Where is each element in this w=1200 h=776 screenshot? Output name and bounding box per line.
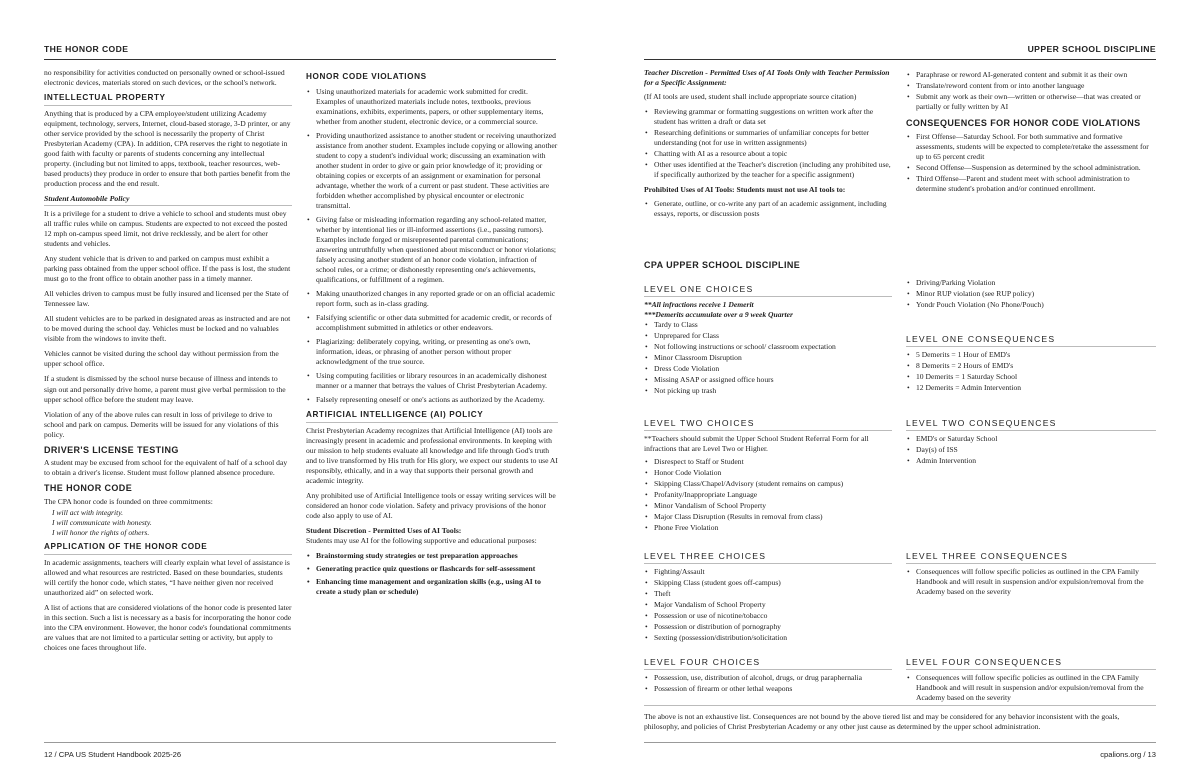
left-footer: 12 / CPA US Student Handbook 2025-26 (44, 750, 182, 759)
l2-heading: LEVEL TWO CHOICES (644, 418, 892, 431)
list-item: • Major Class Disruption (Results in removal from class) (644, 512, 892, 522)
app-paragraph-2: A list of actions that are considered violations of the honor code is presented later in this section. Such a list is necessary as a basis for incorporating the honor code into the CPA environment. However, the honor code's foundational commitments are values that are not limited to a particular setting or activity, but apply to choices one faces throughout life. (44, 603, 292, 653)
list-item: • Using unauthorized materials for academic work submitted for credit. Examples of unauthorized materials include notes, textbooks, previous examinations, exhibits, experiments, papers, or other supplementary items, whether from another student, electronic device, or a commercial source. (306, 87, 558, 127)
l3c-heading: LEVEL THREE CONSEQUENCES (906, 551, 1156, 564)
list-item: • Dress Code Violation (644, 364, 892, 374)
list-item: • Minor RUP violation (see RUP policy) (906, 289, 1156, 299)
list-item: • Third Offense—Parent and student meet with school administration to determine student's probation and/or continued enrollment. (906, 174, 1156, 194)
level-three-consequences (906, 547, 1156, 651)
dl-heading: DRIVER'S LICENSE TESTING (44, 444, 179, 455)
list-item: • Generate, outline, or co-write any part of an academic assignment, including essays, reports, or discussion posts (644, 199, 892, 219)
list-item: • Not following instructions or school/ classroom expectation (644, 342, 892, 352)
list-item: • Enhancing time management and organization skills (e.g., using AI to create a study plan or schedule) (306, 577, 558, 597)
right-column-1 (644, 68, 892, 248)
list-item: • Using computing facilities or library resources in an academically dishonest manner or a manner that betrays the values of Christ Presbyterian Academy. (306, 371, 558, 391)
cons-list (906, 132, 1156, 194)
violations-heading: HONOR CODE VIOLATIONS (306, 72, 427, 81)
list-item: • Fighting/Assault (644, 567, 892, 577)
right-header-rule (644, 59, 1156, 60)
list-item: • Disrespect to Staff or Student (644, 457, 892, 467)
sd-paragraph: Students may use AI for the following supportive and educational purposes: (306, 536, 537, 546)
level-one-choices (644, 280, 892, 410)
list-item: • Translate/reword content from or into another language (906, 81, 1156, 91)
hc-intro: The CPA honor code is founded on three commitments: (44, 497, 213, 507)
list-item: • Chatting with AI as a resource about a topic (644, 149, 892, 159)
list-item: • Skipping Class/Chapel/Advisory (student remains on campus) (644, 479, 892, 489)
l1c-heading: LEVEL ONE CONSEQUENCES (906, 334, 1156, 347)
auto-paragraph-4: All student vehicles are to be parked in designated areas as instructed and are not to be moved during the school day. Vehicles must be locked and no valuables visible from the windows to invite theft. (44, 314, 291, 344)
list-item: • 12 Demerits = Admin Intervention (906, 383, 1156, 393)
list-item: • First Offense—Saturday School. For both summative and formative assessments, students will be expected to complete/retake the assessment for up to 65 percent credit (906, 132, 1156, 162)
sd-heading: Student Discretion - Permitted Uses of AI Tools: (306, 526, 462, 536)
left-footer-rule (44, 742, 556, 743)
closing-note-wrap (644, 705, 1156, 739)
list-item: • Giving false or misleading information regarding any school-related matter, whether by intentional lies or ill-informed assertions (i.e., passing rumors). Examples include forged or misrepresented parental communications; answering untruthfully when questioned about misconduct or honor violations; falsely accusing another student of an honor code violation, infraction of school rules, or a crime; or dishonestly representing one's achievements, qualifications, or fulfillment of a regimen. (306, 215, 558, 285)
ai-paragraph-1: Christ Presbyterian Academy recognizes that Artificial Intelligence (AI) tools are increasingly present in academic and professional environments. In keeping with our mission to help students evaluate all knowledge and life through God's truth and to live transformed by His truth for His glory, we expect our students to use AI responsibly, ethically, and in a way that supports their personal growth and academic integrity. (306, 426, 558, 486)
l1-note-2: ***Demerits accumulate over a 9 week Quarter (644, 310, 793, 320)
level-four-choices (644, 653, 892, 703)
td-note: (If AI tools are used, student shall include appropriate source citation) (644, 92, 857, 102)
right-column-2 (906, 68, 1156, 248)
list-item: • 8 Demerits = 2 Hours of EMD's (906, 361, 1156, 371)
auto-paragraph-2: Any student vehicle that is driven to and parked on campus must exhibit a parking pass obtained from the upper school office. If the pass is lost, the student must go to the front office to obtain another pass in a timely manner. (44, 254, 291, 284)
hc-commitment-3: I will honor the rights of others. (52, 528, 150, 538)
list-item: • Consequences will follow specific policies as outlined in the CPA Family Handbook and will result in suspension and/or expulsion/removal from the Academy based on the severity (906, 567, 1156, 597)
list-item: • Generating practice quiz questions or flashcards for self-assessment (306, 564, 558, 574)
list-item: • Tardy to Class (644, 320, 892, 330)
dl-paragraph: A student may be excused from school for the equivalent of half of a school day to obtain a driver's license. Student must follow planned absence procedure. (44, 458, 288, 478)
list-item: • Missing ASAP or assigned office hours (644, 375, 892, 385)
l2c-list (906, 434, 1156, 466)
auto-paragraph-7: Violation of any of the above rules can result in loss of privilege to drive to school and park on campus. Demerits will be issued for any violations of this policy. (44, 409, 279, 439)
list-item: • Skipping Class (student goes off-campus) (644, 578, 892, 588)
l4c-list (906, 673, 1156, 703)
l3-list (644, 567, 892, 643)
list-item: • Falsifying scientific or other data submitted for academic credit, or records of accomplishment submitted in athletics or other endeavors. (306, 313, 558, 333)
list-item: • Researching definitions or summaries of unfamiliar concepts for better understanding (not for use in written assignments) (644, 128, 892, 148)
list-item: • 10 Demerits = 1 Saturday School (906, 372, 1156, 382)
violations-list (306, 87, 558, 405)
pu-list (644, 199, 892, 219)
hc-heading: THE HONOR CODE (44, 483, 133, 494)
footer-url[interactable]: cpalions.org (1100, 750, 1142, 759)
app-paragraph-1: In academic assignments, teachers will clearly explain what level of assistance is allowed and what resources are restricted. Based on these boundaries, students will certify the honor code, which states, “I have neither given nor received unauthorized aid” on selected work. (44, 558, 290, 598)
list-item: • Not picking up trash (644, 386, 892, 396)
td-heading: Teacher Discretion - Permitted Uses of AI Tools Only with Teacher Permission for a Specific Assignment: (644, 68, 890, 88)
left-column-1 (44, 68, 292, 740)
l3-heading: LEVEL THREE CHOICES (644, 551, 892, 564)
level-two-consequences (906, 414, 1156, 544)
l1c-list (906, 350, 1156, 393)
list-item: • Driving/Parking Violation (906, 278, 1156, 288)
auto-paragraph-6: If a student is dismissed by the school nurse because of illness and intends to sign out and personally drive home, a parent must give verbal permission to the upper school office before the student may leave. (44, 374, 286, 404)
intro-paragraph: no responsibility for activities conducted on personally owned or school-issued electronic devices, materials stored on such devices, or the school's network. (44, 68, 285, 88)
ip-heading: INTELLECTUAL PROPERTY (44, 93, 292, 106)
closing-note: The above is not an exhaustive list. Consequences are not bound by the above tiered list and may be considered for any behavior inconsistent with the goals, philosophy, and policies of Christ Presbyterian Academy or any other just cause as determined by the upper school administration. (644, 712, 1120, 732)
auto-heading: Student Automobile Policy (44, 194, 292, 206)
list-item: • Sexting (possession/distribution/solicitation (644, 633, 892, 643)
list-item: • Possession or use of nicotine/tobacco (644, 611, 892, 621)
hc-commitment-2: I will communicate with honesty. (52, 518, 152, 528)
list-item: • Admin Intervention (906, 456, 1156, 466)
sd-list (306, 551, 558, 597)
list-item: • Major Vandalism of School Property (644, 600, 892, 610)
hc-commitment-1: I will act with integrity. (52, 508, 124, 518)
right-footer-rule (644, 742, 1156, 743)
list-item: • Minor Classroom Disruption (644, 353, 892, 363)
list-item: • Yondr Pouch Violation (No Phone/Pouch) (906, 300, 1156, 310)
l2-note: **Teachers should submit the Upper School Student Referral Form for all infractions that are Level Two or Higher. (644, 434, 869, 454)
level-three-choices (644, 547, 892, 651)
l4c-heading: LEVEL FOUR CONSEQUENCES (906, 657, 1156, 670)
right-footer (1100, 750, 1156, 760)
list-item: • Phone Free Violation (644, 523, 892, 533)
l1-list (644, 320, 892, 396)
list-item: • Possession of firearm or other lethal weapons (644, 684, 892, 694)
l2-list (644, 457, 892, 533)
list-item: • Submit any work as their own—written or otherwise—that was created or partially or fully written by AI (906, 92, 1156, 112)
l4-list (644, 673, 892, 694)
list-item: • EMD's or Saturday School (906, 434, 1156, 444)
l2c-heading: LEVEL TWO CONSEQUENCES (906, 418, 1156, 431)
discipline-heading: CPA UPPER SCHOOL DISCIPLINE (644, 260, 801, 270)
list-item: • Brainstorming study strategies or test preparation approaches (306, 551, 558, 561)
left-running-header: THE HONOR CODE (44, 44, 129, 54)
discipline-heading-wrap (644, 260, 1156, 274)
pu-heading: Prohibited Uses of AI Tools: Students must not use AI tools to: (644, 185, 846, 195)
list-item: • Possession, use, distribution of alcohol, drugs, or drug paraphernalia (644, 673, 892, 683)
list-item: • Providing unauthorized assistance to another student or receiving unauthorized assistance from another student. Examples include copying or allowing another student to copy a student's individual work; discussing an examination with another student in order to give or gain prior knowledge of it; providing or obtaining copies or excerpts of an assignment or examination for personal advantage, whether the work of a current or past student. These activities are forbidden whether accomplished by physical encounter or electronic transmittal. (306, 131, 558, 211)
list-item: • Day(s) of ISS (906, 445, 1156, 455)
td-list (644, 107, 892, 180)
level-four-consequences (906, 653, 1156, 703)
ai-paragraph-2: Any prohibited use of Artificial Intelligence tools or essay writing services will be considered an honor code violation. Safety and privacy provisions of the honor code also apply to use of AI. (306, 491, 556, 521)
l1-note-1: **All infractions receive 1 Demerit (644, 300, 754, 310)
list-item: • Making unauthorized changes in any reported grade or on an official academic report form, such as in-class grading. (306, 289, 558, 309)
page-number: / 13 (1143, 750, 1156, 759)
list-item: • Profanity/Inappropriate Language (644, 490, 892, 500)
list-item: • Reviewing grammar or formatting suggestions on written work after the student has written a draft or data set (644, 107, 892, 127)
list-item: • Falsely representing oneself or one's actions as authorized by the Academy. (306, 395, 558, 405)
cons-heading: CONSEQUENCES FOR HONOR CODE VIOLATIONS (906, 118, 1141, 129)
list-item: • Plagiarizing: deliberately copying, writing, or presenting as one's own, information, ideas, or phrasing of another person without proper acknowledgment of the true source. (306, 337, 558, 367)
l4-heading: LEVEL FOUR CHOICES (644, 657, 892, 670)
auto-paragraph-1: It is a privilege for a student to drive a vehicle to school and students must obey all traffic rules while on campus. Students are expected to not exceed the posted 12 mph on-campus speed limit, not drive recklessly, and be alert for other students and vehicles. (44, 209, 288, 249)
list-item: • Honor Code Violation (644, 468, 892, 478)
auto-paragraph-5: Vehicles cannot be visited during the school day without permission from the upper school office. (44, 349, 279, 369)
list-item: • Possession or distribution of pornography (644, 622, 892, 632)
pu-list-continued (906, 70, 1156, 112)
l3c-list (906, 567, 1156, 597)
right-running-header: UPPER SCHOOL DISCIPLINE (1027, 44, 1156, 54)
list-item: • Theft (644, 589, 892, 599)
list-item: • Paraphrase or reword AI-generated content and submit it as their own (906, 70, 1156, 80)
list-item: • Second Offense—Suspension as determined by the school administration. (906, 163, 1156, 173)
list-item: • Consequences will follow specific policies as outlined in the CPA Family Handbook and will result in suspension and/or expulsion/removal from the Academy based on the severity (906, 673, 1156, 703)
list-item: • 5 Demerits = 1 Hour of EMD's (906, 350, 1156, 360)
left-header-rule (44, 59, 556, 60)
left-column-2 (306, 68, 558, 740)
list-item: • Other uses identified at the Teacher's discretion (including any prohibited use, if specifically authorized by the teacher for a specific assignment) (644, 160, 892, 180)
l1-list-continued (906, 278, 1156, 310)
level-one-right (906, 276, 1156, 410)
ip-paragraph: Anything that is produced by a CPA employee/student utilizing Academy equipment, technology, servers, Internet, cloud-based storage, 3-D printer, or any other service provided by the school is necessarily the property of Christ Presbyterian Academy (CPA). In addition, CPA reserves the right to negotiate in good faith with faculty or parents of students concerning any intellectual property. (including but not limited to apps, textbook, teacher resources, web-based products) they produce in order to ensure that both parties benefit from the production process and the end result. (44, 108, 291, 188)
auto-paragraph-3: All vehicles driven to campus must be fully insured and licensed per the State of Tennessee law. (44, 289, 289, 309)
list-item: • Minor Vandalism of School Property (644, 501, 892, 511)
l1-heading: LEVEL ONE CHOICES (644, 284, 892, 297)
level-two-choices (644, 414, 892, 544)
list-item: • Unprepared for Class (644, 331, 892, 341)
ai-heading: ARTIFICIAL INTELLIGENCE (AI) POLICY (306, 410, 558, 423)
app-heading: APPLICATION OF THE HONOR CODE (44, 542, 292, 555)
